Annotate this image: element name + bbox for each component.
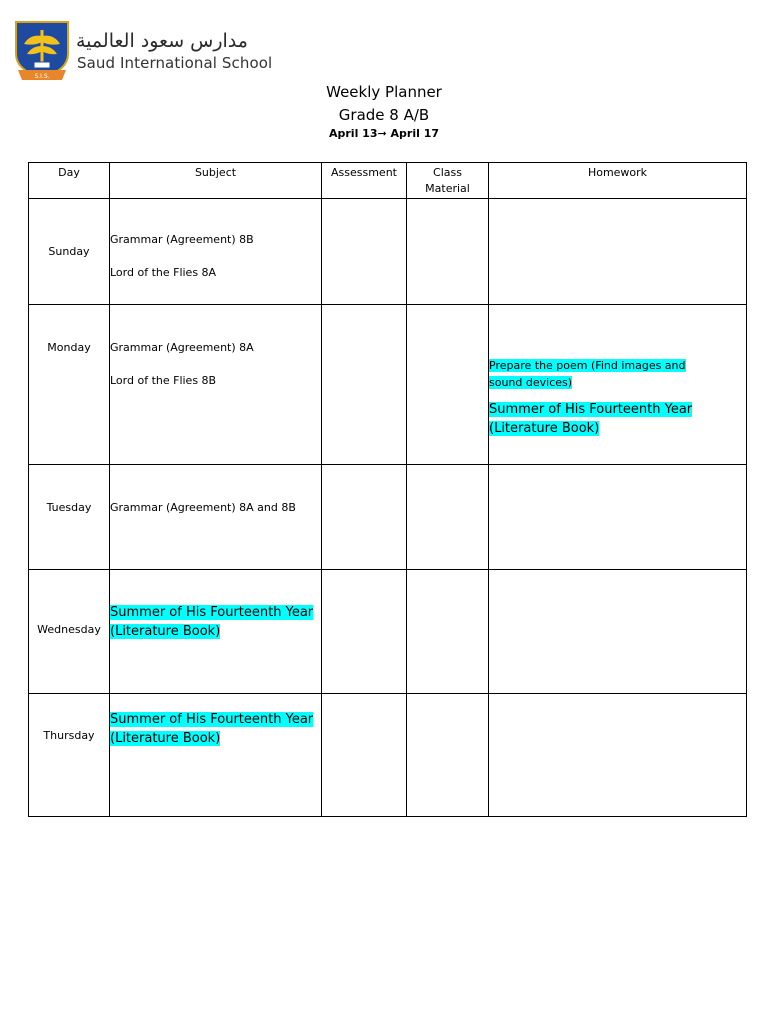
homework-line: (Literature Book) (489, 421, 600, 436)
assessment-cell (322, 305, 407, 465)
day-label: Wednesday (37, 623, 101, 636)
class-material-cell (407, 199, 489, 305)
table-header-row (29, 163, 747, 199)
assessment-cell (322, 199, 407, 305)
subject-cell (110, 305, 322, 465)
homework-line: Prepare the poem (Find images and (489, 359, 686, 372)
table-row (29, 199, 747, 305)
table-row (29, 694, 747, 817)
day-cell (29, 465, 110, 570)
table-row (29, 305, 747, 465)
homework-cell (489, 570, 747, 694)
assessment-cell (322, 694, 407, 817)
homework-cell (489, 305, 747, 465)
column-header-assessment: Assessment (322, 163, 407, 199)
school-name-english: Saud International School (77, 54, 273, 72)
class-material-cell (407, 305, 489, 465)
assessment-cell (322, 465, 407, 570)
table-row (29, 570, 747, 694)
subject-line: (Literature Book) (110, 731, 221, 746)
day-cell (29, 305, 110, 465)
day-label: Tuesday (46, 501, 92, 514)
school-name-arabic: مدارس سعود العالمية (76, 30, 248, 52)
subject-line: Summer of His Fourteenth Year (110, 712, 314, 727)
day-cell (29, 694, 110, 817)
grade-title: Grade 8 A/B (338, 106, 430, 124)
subject-line: (Literature Book) (110, 624, 221, 639)
day-label: Monday (47, 341, 91, 354)
subject-line: Summer of His Fourteenth Year (110, 605, 314, 620)
column-header-day: Day (29, 163, 110, 199)
subject-cell (110, 694, 322, 817)
column-header-subject: Subject (110, 163, 322, 199)
weekly-planner-table (28, 162, 747, 817)
homework-cell (489, 199, 747, 305)
planner-title: Weekly Planner (326, 83, 442, 101)
logo-initials: S.I.S. (34, 73, 50, 80)
class-material-cell (407, 694, 489, 817)
day-label: Thursday (43, 729, 95, 742)
class-material-cell (407, 570, 489, 694)
column-header-homework: Homework (489, 163, 747, 199)
subject-line: Grammar (Agreement) 8A (110, 341, 254, 354)
subject-line: Lord of the Flies 8A (110, 266, 217, 279)
subject-cell (110, 570, 322, 694)
subject-cell (110, 465, 322, 570)
assessment-cell (322, 570, 407, 694)
day-cell: Sunday (29, 199, 110, 305)
date-range: April 13➞ April 17 (328, 127, 440, 140)
class-material-cell (407, 465, 489, 570)
school-logo-icon (12, 18, 72, 82)
column-header-class-material: Class Material (407, 163, 489, 199)
homework-line: Summer of His Fourteenth Year (489, 402, 693, 417)
subject-line: Grammar (Agreement) 8A and 8B (110, 501, 296, 514)
subject-line: Lord of the Flies 8B (110, 374, 217, 387)
homework-cell (489, 465, 747, 570)
homework-cell (489, 694, 747, 817)
day-cell (29, 570, 110, 694)
table-row (29, 465, 747, 570)
subject-line: Grammar (Agreement) 8B (110, 233, 254, 246)
homework-line: sound devices) (489, 376, 573, 389)
subject-cell (110, 199, 322, 305)
